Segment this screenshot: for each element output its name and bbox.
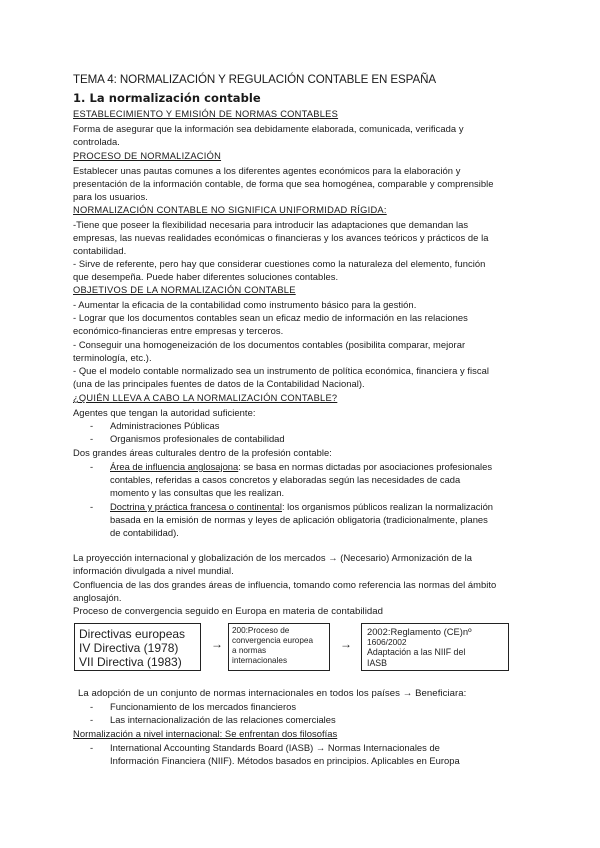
diagram-text: Directivas europeas — [79, 627, 186, 641]
area-text: : se basa en normas dictadas por asociaciones profesionales — [238, 461, 493, 472]
convergence-diagram — [74, 619, 524, 674]
paragraph-line: controlada. — [73, 136, 120, 147]
list-item-continuation: de contabilidad). — [110, 527, 179, 538]
paragraph-line: La proyección internacional y globalización de los mercados → (Necesario) Armonización de la — [73, 552, 473, 563]
diagram-box-convergencia — [228, 623, 330, 671]
paragraph-line: para los usuarios. — [73, 191, 148, 202]
bullet-dash: - — [90, 420, 94, 431]
paragraph-line: empresas, las nuevas realidades económicas o financieras y los avances teóricos y prácticos de la — [73, 232, 489, 243]
list-item: Administraciones Públicas — [110, 420, 220, 431]
section-title-quien: ¿QUIÉN LLEVA A CABO LA NORMALIZACIÓN CONTABLE? — [73, 393, 338, 403]
diagram-text: 2002:Reglamento (CE)nº — [367, 626, 472, 637]
section-title-uniformidad: NORMALIZACIÓN CONTABLE NO SIGNIFICA UNIFORMIDAD RÍGIDA: — [73, 205, 387, 215]
section-title-objetivos: OBJETIVOS DE LA NORMALIZACIÓN CONTABLE — [73, 285, 296, 295]
section-title-establecimiento: ESTABLECIMIENTO Y EMISIÓN DE NORMAS CONTABLES — [73, 109, 339, 119]
list-item: Funcionamiento de los mercados financieros — [110, 701, 297, 712]
diagram-text: internacionales — [232, 656, 288, 665]
convergence-title: Proceso de convergencia seguido en Europa en materia de contabilidad — [73, 606, 384, 617]
paragraph-line: -Tiene que poseer la flexibilidad necesaria para introducir las adaptaciones que demandan las — [73, 219, 469, 230]
list-item: Organismos profesionales de contabilidad — [110, 433, 285, 444]
list-item-continuation: Información Financiera (NIIF). Métodos basados en principios. Aplicables en Europa — [110, 755, 460, 766]
bullet-dash: - — [90, 501, 94, 512]
page-title: TEMA 4: NORMALIZACIÓN Y REGULACIÓN CONTABLE EN ESPAÑA — [73, 73, 436, 86]
diagram-text: 200:Proceso de — [232, 626, 290, 635]
paragraph-line: - Conseguir una homogeneización de los documentos contables (posibilita comparar, mejorar — [73, 339, 466, 350]
paragraph-line: terminología, etc.). — [73, 352, 152, 363]
bullet-dash: - — [90, 714, 94, 725]
diagram-text: VII Directiva (1983) — [79, 655, 182, 669]
paragraph-line: Dos grandes áreas culturales dentro de la profesión contable: — [73, 447, 332, 458]
paragraph-line: que desempeña. Puede haber diferentes soluciones contables. — [73, 271, 339, 282]
paragraph-line: presentación de la información contable, de forma que sea homogénea, comparable y comprensible — [73, 178, 494, 189]
diagram-box-reglamento — [361, 623, 509, 671]
bullet-dash: - — [90, 742, 94, 753]
diagram-text: 1606/2002 — [367, 637, 407, 647]
paragraph-line: Agentes que tengan la autoridad suficiente: — [73, 407, 256, 418]
diagram-arrow: → — [340, 637, 352, 651]
list-item-continuation: basada en la emisión de normas y leyes de aplicación obligatoria (tradicionalmente, planes — [110, 514, 488, 525]
paragraph-line: - Lograr que los documentos contables sean un eficaz medio de información en las relaciones — [73, 312, 468, 323]
paragraph-line: económico-financieras entre empresas y terceros. — [73, 325, 284, 336]
paragraph-line: anglosajón. — [73, 592, 122, 603]
bullet-dash: - — [90, 701, 94, 712]
paragraph-line: contabilidad. — [73, 245, 127, 256]
area-text: : los organismos públicos realizan la normalización — [281, 501, 494, 512]
diagram-arrow: → — [211, 637, 223, 651]
list-item-iasb: International Accounting Standards Board (IASB) → Normas Internacionales de — [110, 742, 440, 753]
diagram-text: convergencia europea — [232, 636, 314, 645]
bullet-dash: - — [90, 433, 94, 444]
paragraph-line: Establecer unas pautas comunes a los diferentes agentes económicos para la elaboración y — [73, 165, 461, 176]
list-item-area-continental — [110, 500, 493, 513]
area-label: Área de influencia anglosajona — [110, 461, 239, 472]
area-label: Doctrina y práctica francesa o continental — [110, 501, 282, 512]
diagram-text: a normas — [232, 646, 267, 655]
diagram-box-directivas — [74, 623, 201, 671]
paragraph-line: información divulgada a nivel mundial. — [73, 565, 234, 576]
bullet-dash: - — [90, 461, 94, 472]
paragraph-line: Forma de asegurar que la información sea debidamente elaborada, comunicada, verificada y — [73, 123, 464, 134]
diagram-text: Adaptación a las NIIF del — [367, 647, 466, 657]
diagram-text: IASB — [367, 658, 388, 668]
paragraph-line: Confluencia de las dos grandes áreas de influencia, tomando como referencia las normas del ámbito — [73, 579, 497, 590]
section-heading: 1. La normalización contable — [73, 91, 261, 105]
list-item-continuation: contables, referidas a casos concretos y elaboradas según las necesidades de cada — [110, 474, 461, 485]
paragraph-line: La adopción de un conjunto de normas internacionales en todos los países → Beneficiara: — [78, 688, 467, 699]
paragraph-line: (una de las principales fuentes de datos de la Contabilidad Nacional). — [73, 378, 365, 389]
international-title: Normalización a nivel internacional: Se enfrentan dos filosofías — [73, 728, 338, 739]
section-title-proceso: PROCESO DE NORMALIZACIÓN — [73, 151, 222, 161]
paragraph-line: - Que el modelo contable normalizado sea un instrumento de política económica, financiera y fiscal — [73, 365, 490, 376]
list-item: Las internacionalización de las relaciones comerciales — [110, 714, 336, 725]
list-item-area-anglosajona — [110, 460, 492, 473]
paragraph-line: - Sirve de referente, pero hay que considerar cuestiones como la naturaleza del elemento, función — [73, 258, 486, 269]
paragraph-line: - Aumentar la eficacia de la contabilidad como instrumento básico para la gestión. — [73, 299, 417, 310]
diagram-text: IV Directiva (1978) — [79, 641, 179, 655]
list-item-continuation: momento y las consultas que les realizan. — [110, 487, 285, 498]
